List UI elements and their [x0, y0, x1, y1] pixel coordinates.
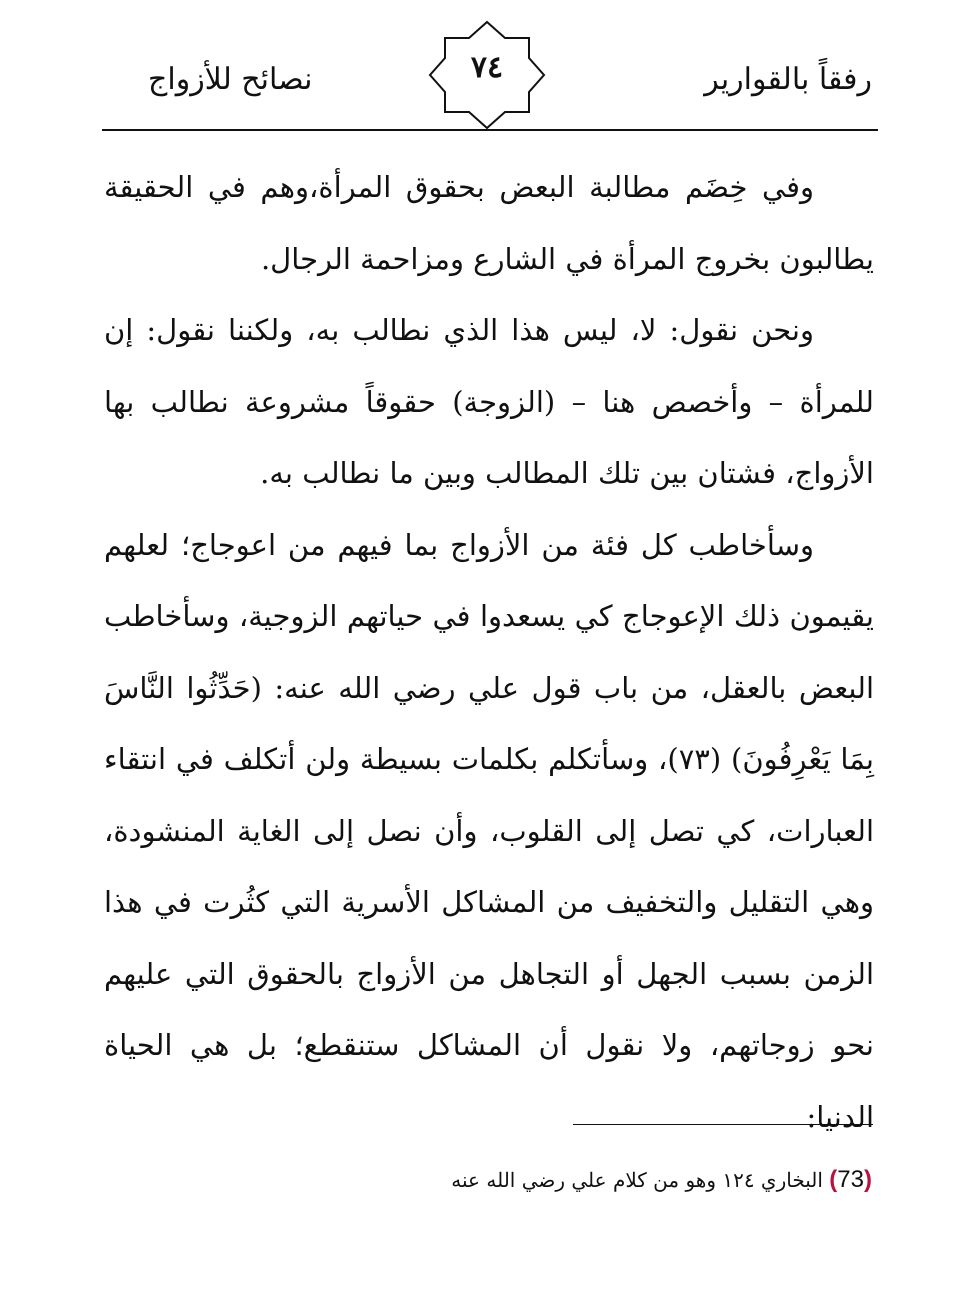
footnote-close-paren: ) [864, 1166, 872, 1193]
footnote [112, 1166, 872, 1194]
footnote-text: البخاري ١٢٤ وهو من كلام علي رضي الله عنه [451, 1168, 823, 1192]
paragraph-1: وفي خِضَم مطالبة البعض بحقوق المرأة،وهم في الحقيقة يطالبون بخروج المرأة في الشارع ومزاحمة الرجال. [104, 170, 874, 276]
header-chapter-title: نصائح للأزواج [148, 62, 313, 97]
header-book-title: رفقاً بالقوارير [704, 62, 872, 97]
page-number: ٧٤ [470, 50, 504, 85]
body-text [104, 152, 874, 1153]
footnote-number: 73 [837, 1166, 864, 1193]
paragraph-2: ونحن نقول: لا، ليس هذا الذي نطالب به، ولكننا نقول: إن للمرأة – وأخصص هنا – (الزوجة) حقوقاً مشروعة نطالب بها الأزواج، فشتان بين تلك المطالب وبين ما نطالب به. [104, 313, 874, 490]
footnote-open-paren: ( [829, 1166, 838, 1193]
page-number-badge [428, 20, 546, 130]
header-divider [102, 129, 878, 131]
footnote-divider [573, 1124, 873, 1125]
footnote-marker [829, 1166, 872, 1193]
paragraph-3: وسأخاطب كل فئة من الأزواج بما فيهم من اعوجاج؛ لعلهم يقيمون ذلك الإعوجاج كي يسعدوا في حياتهم الزوجية، وسأخاطب البعض بالعقل، من باب قول علي رضي الله عنه: (حَدِّثُوا النَّاسَ بِمَا يَعْرِفُونَ) (٧٣)، وسأتكلم بكلمات بسيطة ولن أتكلف في انتقاء العبارات، كي تصل إلى القلوب، وأن نصل إلى الغاية المنشودة، وهي التقليل والتخفيف من المشاكل الأسرية التي كثُرت في هذا الزمن بسبب الجهل أو التجاهل من الأزواج بالحقوق التي عليهم نحو زوجاتهم، ولا نقول أن المشاكل ستنقطع؛ بل هي الحياة الدنيا: [104, 527, 875, 1134]
